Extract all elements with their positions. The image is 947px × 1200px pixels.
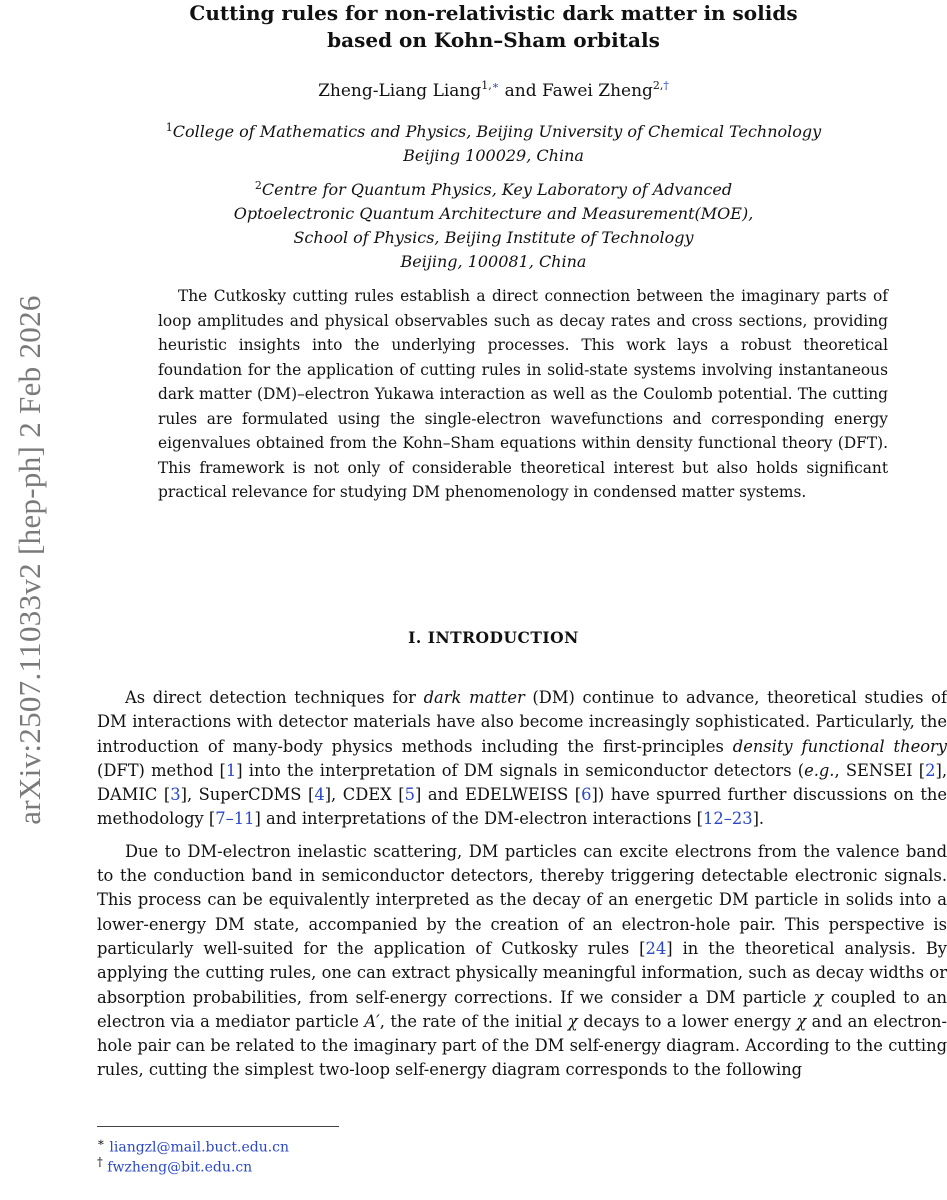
title-line-2: based on Kohn–Sham orbitals [327,28,660,52]
affiliation-1-line-2: Beijing 100029, China [403,146,584,165]
affiliation-2 [40,174,947,274]
author-2-affil: 2, [652,79,664,92]
paper-title [40,0,947,54]
citation-link[interactable]: 1 [225,760,237,780]
affiliation-1-line-1: College of Mathematics and Physics, Beijing University of Chemical Technology [172,122,822,141]
citation-link[interactable]: 5 [404,785,415,805]
author-conjunction: and [504,81,537,101]
intro-paragraph-1: As direct detection techniques for dark matter (DM) continue to advance, theoretical studies of DM interactions with detector materials have also become increasingly sophisticated. Particularly, the introduction of many-body physics methods including the first-principles density functional theory (DFT) method [1] into the interpretation of DM signals in semiconductor detectors (e.g., SENSEI [2], DAMIC [3], SuperCDMS [4], CDEX [5] and EDELWEISS [6]) have spurred further discussions on the methodology [7–11] and interpretations of the DM-electron interactions [12–23]. [97,688,947,829]
citation-link[interactable]: 24 [645,938,667,958]
affiliation-2-line-1: Centre for Quantum Physics, Key Laboratory of Advanced [261,180,733,199]
footnote-2-mark: † [97,1155,103,1169]
author-1-name: Zheng-Liang Liang [318,81,482,101]
arxiv-identifier: arXiv:2507.11033v2 [hep-ph] 2 Feb 2026 [12,295,47,825]
footnote-1-mark: ∗ [97,1135,105,1149]
author-2-name: Fawei Zheng [542,81,653,101]
citation-link[interactable]: 4 [314,785,325,805]
citation-link[interactable]: 3 [170,785,181,805]
footnote-2-email-link[interactable]: fwzheng@bit.edu.cn [107,1159,253,1176]
author-1-affil: 1, [481,79,492,92]
author-list [40,74,947,103]
math-chi: χ [813,987,824,1007]
footnote-divider [97,1126,339,1127]
footnote-1-email-link[interactable]: liangzl@mail.buct.edu.cn [109,1139,290,1156]
introduction-body [97,686,947,1091]
author-2-footnote-link[interactable]: † [663,79,669,92]
citation-link[interactable]: 2 [925,760,936,780]
section-heading-introduction: I. INTRODUCTION [408,628,579,647]
intro-paragraph-2: Due to DM-electron inelastic scattering, DM particles can excite electrons from the valence band to the conduction band in semiconductor detectors, thereby triggering detectable electronic signals. This process can be equivalently interpreted as the decay of an energetic DM particle in solids into a lower-energy DM state, accompanied by the creation of an electron-hole pair. This perspective is particularly well-suited for the application of Cutkosky rules [24] in the theoretical analysis. By applying the cutting rules, one can extract physically meaningful information, such as decay widths or absorption probabilities, from self-energy corrections. If we consider a DM particle χ coupled to an electron via a mediator particle A′, the rate of the initial χ decays to a lower energy χ and an electron-hole pair can be related to the imaginary part of the DM self-energy diagram. According to the cutting rules, cutting the simplest two-loop self-energy diagram corresponds to the following [97,841,947,1080]
footnote-2 [97,1152,252,1178]
affiliation-1-number: 1 [165,121,173,134]
math-chi: χ [567,1011,578,1031]
citation-link[interactable]: 6 [581,785,592,805]
affiliation-1 [40,116,947,168]
citation-link[interactable]: 7–11 [215,809,255,829]
affiliation-2-line-3: School of Physics, Beijing Institute of Technology [293,228,694,247]
title-line-1: Cutting rules for non-relativistic dark matter in solids [189,1,798,25]
math-chi: χ [796,1011,807,1031]
citation-link[interactable]: 12–23 [703,809,753,829]
abstract: The Cutkosky cutting rules establish a direct connection between the imaginary parts of loop amplitudes and physical observables such as decay rates and cross sections, providing heuristic insights into the underlying processes. This work lays a robust theoretical foundation for the application of cutting rules in solid-state systems involving instantaneous dark matter (DM)–electron Yukawa interaction as well as the Coulomb potential. The cutting rules are formulated using the single-electron wavefunctions and corresponding energy eigenvalues obtained from the Kohn–Sham equations within density functional theory (DFT). This framework is not only of considerable theoretical interest but also holds significant practical relevance for studying DM phenomenology in condensed matter systems. [158,287,888,501]
math-a-prime: A′ [364,1011,380,1031]
affiliation-2-number: 2 [254,179,262,192]
affiliation-2-line-2: Optoelectronic Quantum Architecture and Measurement(MOE), [233,204,754,223]
affiliation-2-line-4: Beijing, 100081, China [400,252,587,271]
author-1-footnote-link[interactable]: ∗ [491,79,500,92]
